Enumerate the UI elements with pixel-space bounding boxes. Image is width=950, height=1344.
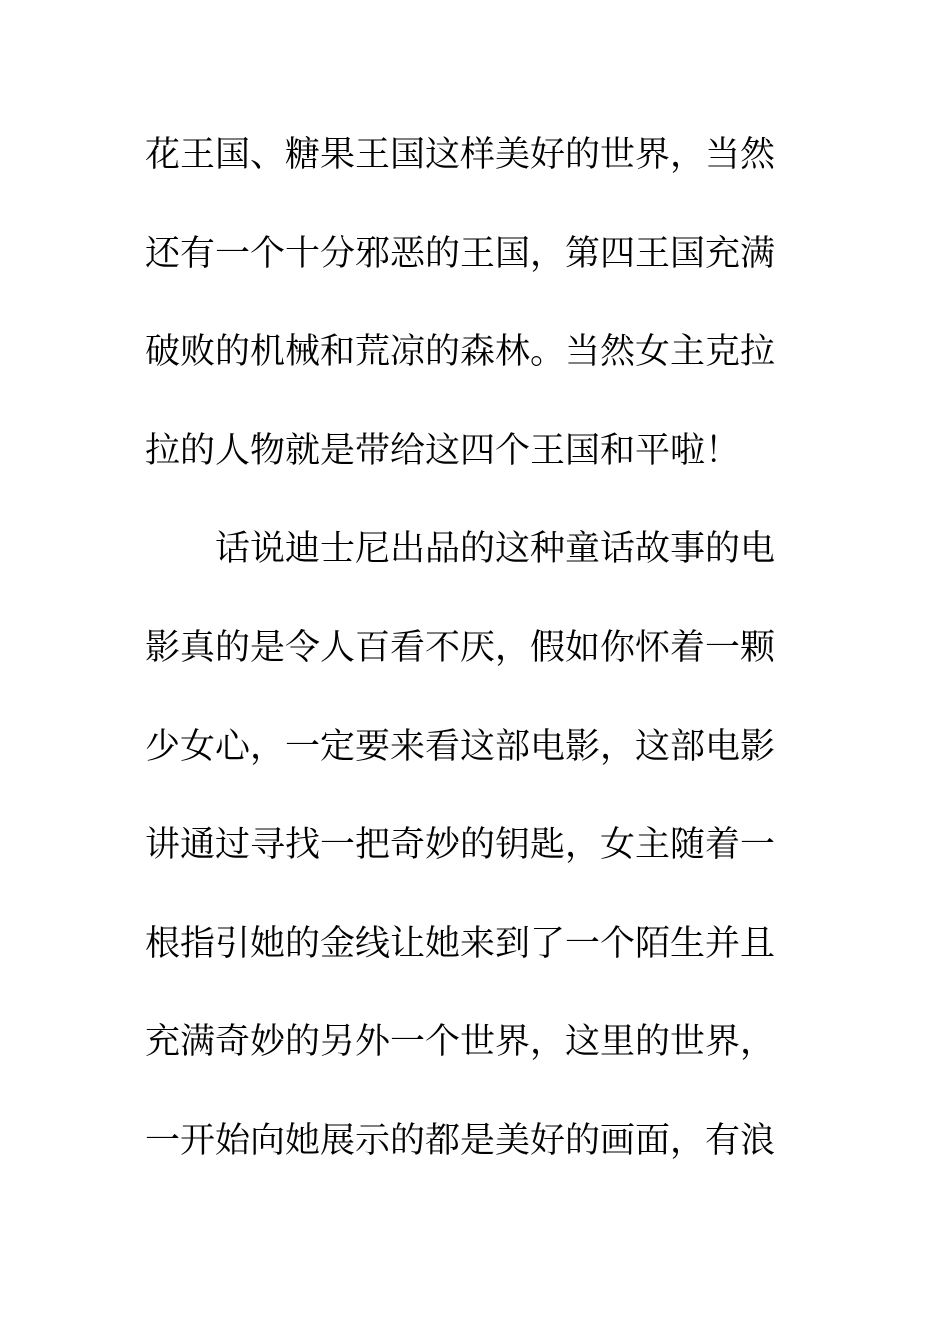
text-line: 一开始向她展示的都是美好的画面，有浪	[145, 1120, 776, 1161]
body-text	[145, 127, 805, 1212]
text-line: 拉的人物就是带给这四个王国和平啦！	[145, 430, 741, 471]
text-line: 破败的机械和荒凉的森林。当然女主克拉	[145, 332, 776, 373]
text-line: 还有一个十分邪恶的王国，第四王国充满	[145, 233, 776, 274]
text-line: 少女心，一定要来看这部电影，这部电影	[145, 726, 776, 767]
text-line: 影真的是令人百看不厌，假如你怀着一颗	[145, 627, 776, 668]
text-line: 花王国、糖果王国这样美好的世界，当然	[145, 135, 776, 175]
text-line: 根指引她的金线让她来到了一个陌生并且	[145, 923, 776, 964]
text-line: 讲通过寻找一把奇妙的钥匙，女主随着一	[145, 825, 776, 866]
text-line: 充满奇妙的另外一个世界，这里的世界，	[145, 1022, 776, 1063]
paragraph-first-line: 话说迪士尼出品的这种童话故事的电	[215, 529, 776, 570]
